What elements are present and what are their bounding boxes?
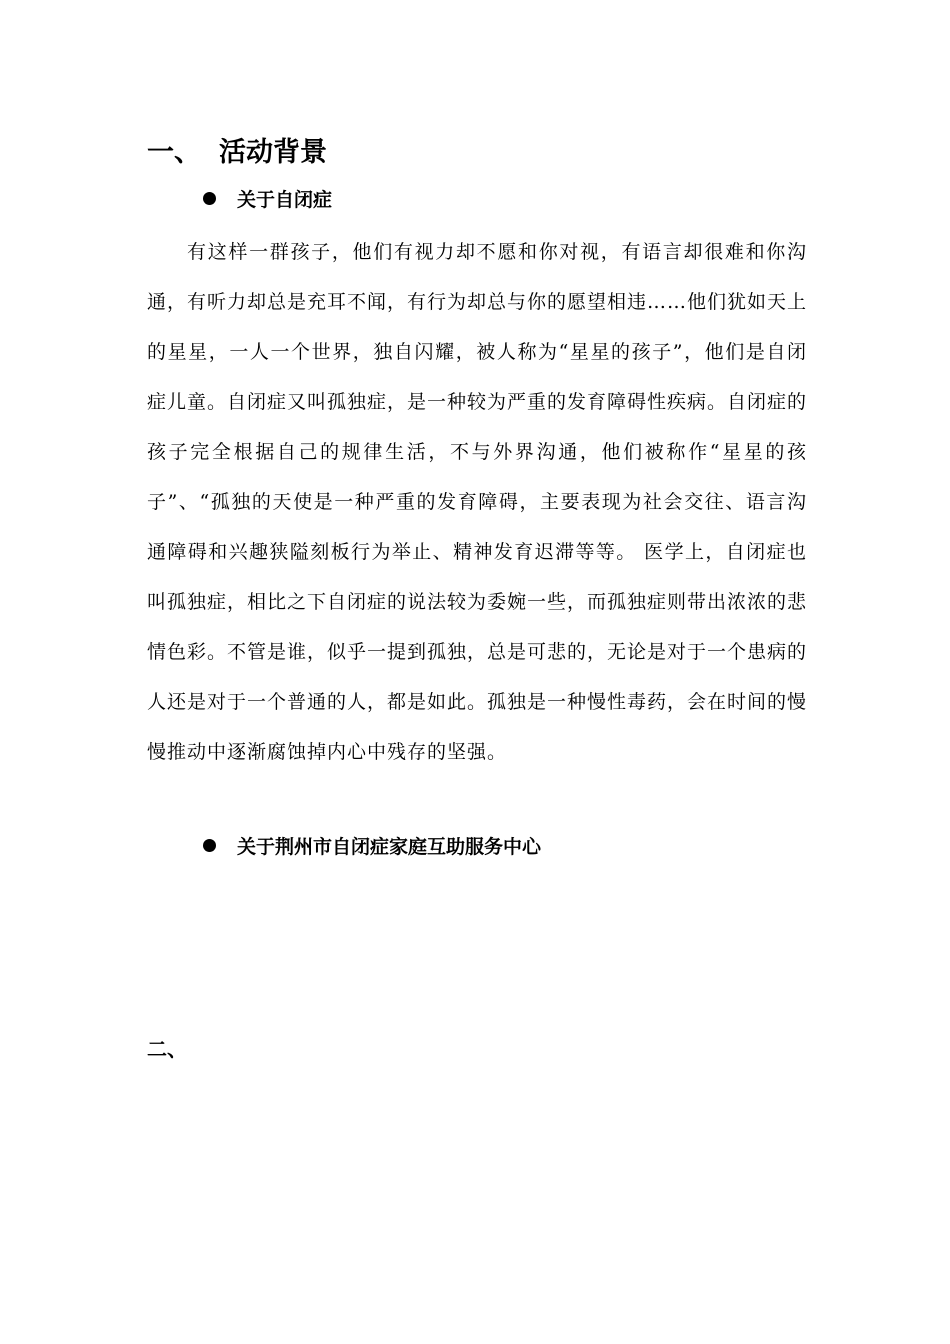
bullet-dot-icon — [203, 192, 216, 205]
section-heading-1 — [147, 133, 327, 173]
section-title-1: 活动背景 — [219, 137, 327, 168]
body-paragraph: 有这样一群孩子，他们有视力却不愿和你对视，有语言却很难和你沟通，有听力却总是充耳不闻，有行为却总与你的愿望相违……他们犹如天上的星星，一人一个世界，独自闪耀，被人称为“星星的孩子”，他们是自闭症儿童。自闭症又叫孤独症，是一种较为严重的发育障碍性疾病。自闭症的孩子完全根据自己的规律生活，不与外界沟通，他们被称作“星星的孩子”、“孤独的天使是一种严重的发育障碍，主要表现为社会交往、语言沟通障碍和兴趣狭隘刻板行为举止、精神发育迟滞等等。 医学上，自闭症也叫孤独症，相比之下自闭症的说法较为委婉一些，而孤独症则带出浓浓的悲情色彩。不管是谁，似乎一提到孤独，总是可悲的，无论是对于一个患病的人还是对于一个普通的人，都是如此。孤独是一种慢性毒药，会在时间的慢慢推动中逐渐腐蚀掉内心中残存的坚强。 — [147, 241, 808, 763]
section-heading-2: 二、 — [147, 1037, 187, 1061]
bullet-item-center — [203, 833, 541, 861]
section-number-1: 一、 — [147, 137, 201, 168]
bullet-label: 关于荆州市自闭症家庭互助服务中心 — [237, 836, 542, 858]
bullet-label: 关于自闭症 — [237, 189, 333, 211]
bullet-item-autism — [203, 186, 332, 214]
bullet-dot-icon — [203, 839, 216, 852]
